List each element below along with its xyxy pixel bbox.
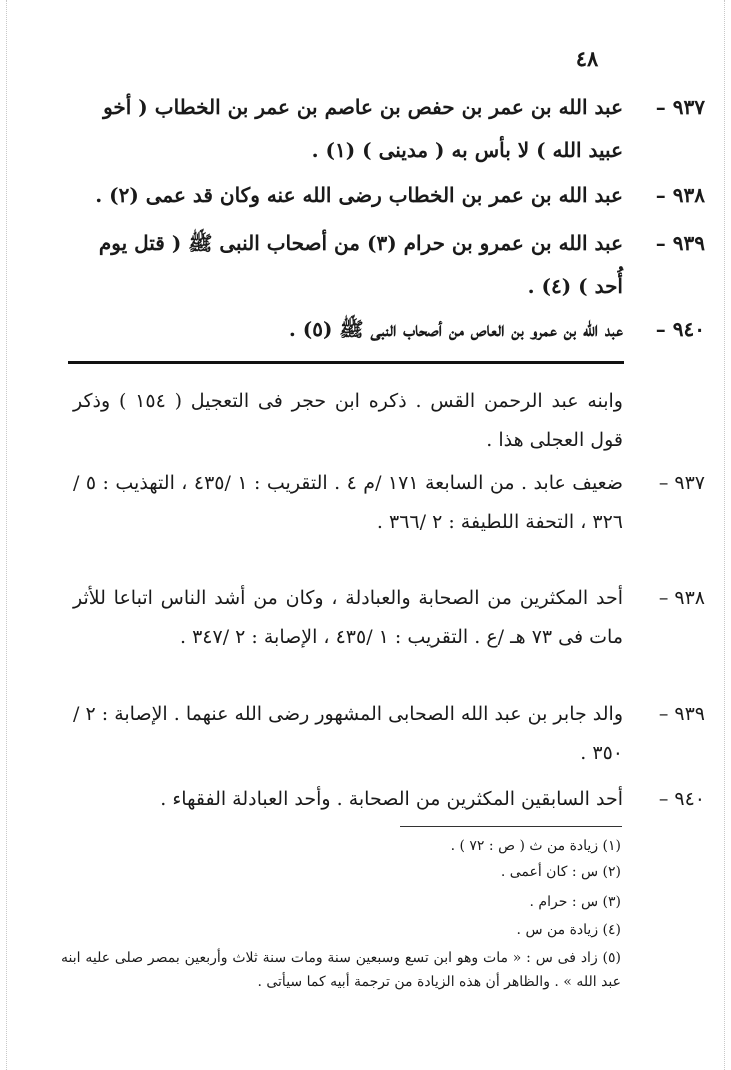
note-939	[73, 695, 705, 773]
note-text: وابنه عبد الرحمن القس . ذكره ابن حجر فى التعجيل ( ١٥٤ ) وذكر قول العجلى هذا .	[73, 390, 623, 451]
footnote-5: (٥) زاد فى س : « مات وهو ابن تسع وسبعين سنة ومات سنة ثلاث وأربعين بمصر صلى عليه ابنه عبد الله » . والظاهر أن هذه الزيادة من ترجمة أبيه كما سيأتى .	[61, 950, 621, 990]
note-937	[73, 464, 705, 542]
left-margin-dots	[6, 0, 8, 1070]
entry-number: ٩٣٩ –	[655, 231, 705, 255]
entry-text: عبد الله بن عمر بن الخطاب رضى الله عنه وكان قد عمى (٢) .	[95, 183, 623, 207]
entry-937	[73, 86, 705, 172]
footnote-2: (٢) س : كان أعمى .	[500, 864, 621, 880]
entry-number: ٩٣٨ –	[655, 183, 705, 207]
right-margin-dots	[724, 0, 726, 1070]
note-938	[73, 579, 705, 657]
entry-number: ٩٣٧ –	[655, 95, 705, 119]
section-divider	[68, 361, 624, 364]
note-text: ضعيف عابد . من السابعة ١٧١ /م ٤ . التقريب : ١ /٤٣٥ ، التهذيب : ٥ /٣٢٦ ، التحفة اللطيفة : ٢ /٣٦٦ .	[73, 472, 623, 533]
entry-939	[73, 222, 705, 308]
footnote-1: (١) زيادة من ث ( ص : ٧٢ ) .	[450, 838, 621, 854]
entry-number: ٩٤٠ –	[655, 317, 705, 341]
entry-938	[73, 174, 705, 217]
footnote-divider	[400, 826, 622, 827]
note-number: ٩٣٨ –	[658, 587, 705, 609]
note-text: أحد السابقين المكثرين من الصحابة . وأحد العبادلة الفقهاء .	[160, 788, 623, 810]
footnote-3: (٣) س : حرام .	[529, 894, 621, 910]
entry-text: عبد الله بن عمرو بن حرام (٣) من أصحاب النبى ﷺ ( قتل يوم أُحد ) (٤) .	[98, 231, 623, 298]
note-text: والد جابر بن عبد الله الصحابى المشهور رضى الله عنهما . الإصابة : ٢ /٣٥٠ .	[73, 703, 623, 764]
footnote-4: (٤) زيادة من س .	[516, 922, 621, 938]
page-number: ٤٨	[575, 46, 599, 71]
note-number: ٩٣٧ –	[658, 472, 705, 494]
note-number: ٩٤٠ –	[658, 788, 705, 810]
note-940	[73, 780, 705, 819]
note-number: ٩٣٩ –	[658, 703, 705, 725]
entry-text: عبد الله بن عمر بن حفص بن عاصم بن عمر بن الخطاب ( أخو عبيد الله ) لا بأس به ( مدينى ) (١) .	[103, 95, 623, 162]
note-text: أحد المكثرين من الصحابة والعبادلة ، وكان من أشد الناس اتباعا للأثر مات فى ٧٣ هـ /ع . التقريب : ١ /٤٣٥ ، الإصابة : ٢ /٣٤٧ .	[73, 587, 623, 648]
entry-text: عبد الله بن عمرو بن العاص من أصحاب النبى ﷺ (٥) .	[288, 317, 623, 341]
note-continuation	[73, 382, 623, 460]
entry-940	[73, 308, 705, 351]
